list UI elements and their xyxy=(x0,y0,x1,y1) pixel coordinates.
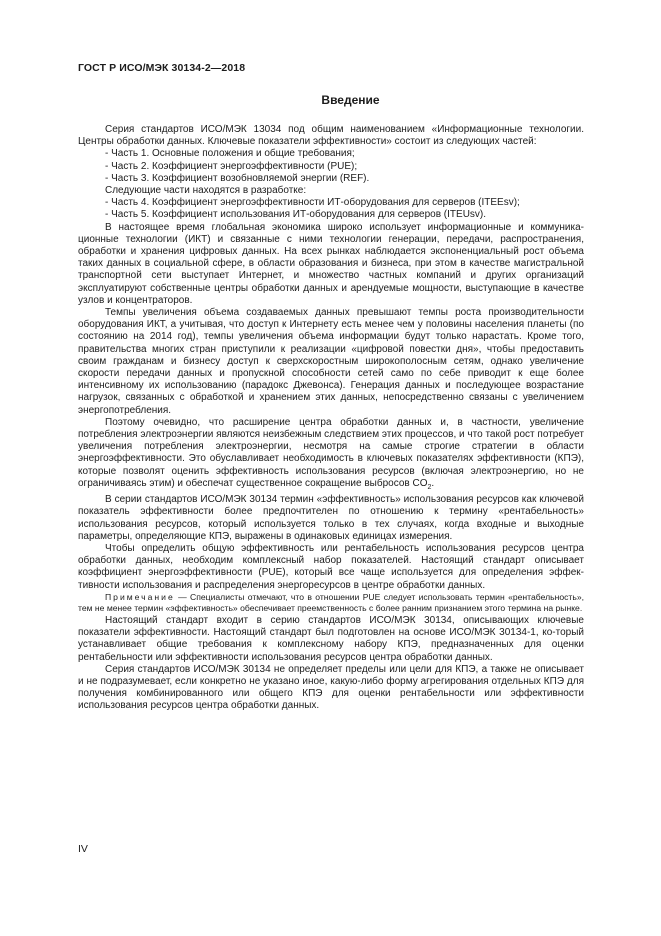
paragraph: Серия стандартов ИСО/МЭК 13034 под общим наименованием «Информационные технологии. Центры обработки данных. Ключевые показатели эффективности» состоит из следующих частей: xyxy=(78,124,584,148)
paragraph: В настоящее время глобальная экономика широко использует информационные и коммуника-ционные технологии (ИКТ) и связанные с ними технологии генерации, передачи, распространения, обработки и хранения цифровых данных. На всех рынках наблюдается экспоненциальный рост объема таких данных в социальной сфере, в области образования и бизнеса, при этом в качестве магистральной транспортной сети выступает Интернет, и множество частных компаний и других организаций эксплуатируют собственные центры обработки данных и арендуемые мощности, выступающие в качестве узлов и концентраторов. xyxy=(78,221,584,306)
list-item: - Часть 1. Основные положения и общие требования; xyxy=(105,148,355,160)
paragraph: Настоящий стандарт входит в серию стандартов ИСО/МЭК 30134, описывающих ключевые показатели эффективности. Настоящий стандарт был подготовлен на основе ИСО/МЭК 30134-1, ко-торый устанавливает общие требования к комплексному набору КПЭ, предназначенных для оценки рентабельности или эффективности использования ресурсов центра обработки данных. xyxy=(78,614,584,663)
paragraph: Темпы увеличения объема создаваемых данных превышают темпы роста производительности оборудования ИКТ, а учитывая, что доступ к Интернету есть менее чем у половины населения планеты (по состоянию на 2014 год), темпы увеличения объема информации будут только нарастать. Кроме того, правительства многих стран приступили к реализации «цифровой повестки дня», чтобы предоставить своим гражданам и бизнесу доступ к сверхскоростным широкополосным сетям, однако увеличение скорости передачи данных и пропускной способности сетей само по себе приводит к еще более интенсивному их использованию (парадокс Джевонса). Генерация данных и последующее возрастание нагрузок, связанных с обработкой и хранением этих данных, непосредственно связаны с увеличением энергопотребления. xyxy=(78,307,584,416)
paragraph-co2-text: Поэтому очевидно, что расширение центра обработки данных и, в частности, увеличение потребления электроэнергии являются неизбежным следствием этих процессов, и что такой рост потребует увеличения потребления электроэнергии, несмотря на самые строгие стратегии в области энергоэффективности. Это обуславливает необходимость в ключевых показателях эффективности (КПЭ), которые позволят оценить эффективность использования ресурсов (включая электроэнергию, но не ограничиваясь этим) и обеспечат существенное сокращение выбросов CO xyxy=(78,416,584,489)
list-item: - Часть 5. Коэффициент использования ИТ-оборудования для серверов (ITEUsv). xyxy=(105,209,487,221)
paragraph: В серии стандартов ИСО/МЭК 30134 термин «эффективность» использования ресурсов как ключевой показатель эффективности более предпочтителен по отношению к термину «рентабельность» использования ресурсов, который используется только в тех случаях, когда входные и выходные параметры, определяющие КПЭ, выражены в одинаковых единицах измерения. xyxy=(78,494,584,542)
co2-subscript: 2 xyxy=(427,483,432,491)
page-number: IV xyxy=(78,843,88,855)
document-header: ГОСТ Р ИСО/МЭК 30134-2—2018 xyxy=(78,62,246,74)
list-item: - Часть 3. Коэффициент возобновляемой энергии (REF). xyxy=(105,172,370,184)
paragraph: Чтобы определить общую эффективность или рентабельность использования ресурсов центра обработки данных, необходим комплексный набор показателей. Настоящий стандарт описывает коэффициент энергоэффективности (PUE), который все чаще используется для определения эффек-тивности использования и распределения энергоресурсов в центре обработки данных. xyxy=(78,542,584,591)
paragraph-co2 xyxy=(78,417,584,494)
document-body xyxy=(78,124,584,713)
note-label: Примечание xyxy=(105,591,175,602)
section-title: Введение xyxy=(321,93,380,107)
list-item: - Часть 2. Коэффициент энергоэффективности (PUE); xyxy=(105,160,358,172)
note xyxy=(78,592,584,615)
co2-trailing: . xyxy=(431,477,435,489)
list-item: - Часть 4. Коэффициент энергоэффективности ИТ-оборудования для серверов (ITEEsv); xyxy=(105,197,520,209)
note-text: — Специалисты отмечают, что в отношении PUE следует использовать термин «рентабельность», тем не менее термин «эффективность» обеспечивает преемственность с более ранним признанием этого термина на рынке. xyxy=(78,591,584,614)
paragraph: Следующие части находятся в разработке: xyxy=(105,185,307,197)
paragraph: Серия стандартов ИСО/МЭК 30134 не определяет пределы или цели для КПЭ, а также не описывает и не подразумевает, если конкретно не указано иное, какую-либо форму агрегирования отдельных КПЭ для получения комбинированного или общего КПЭ для оценки рентабельности или эффективности использования ресурсов центра обработки данных. xyxy=(78,663,584,712)
